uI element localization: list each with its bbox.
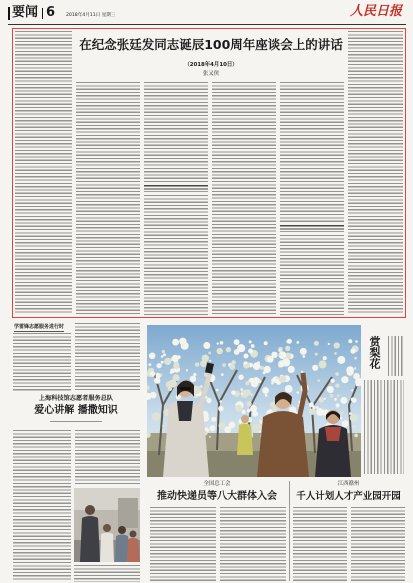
- blossom: [279, 354, 281, 356]
- blossom: [282, 358, 290, 366]
- blossom: [319, 360, 327, 368]
- photo-feature-title[interactable]: 赏梨花: [368, 336, 381, 369]
- blossom: [264, 366, 271, 373]
- blossom: [342, 420, 349, 427]
- blossom: [241, 388, 244, 391]
- blossom: [330, 379, 334, 383]
- blossom: [173, 374, 180, 381]
- blossom: [319, 397, 324, 402]
- blossom: [162, 424, 165, 427]
- blossom: [356, 384, 358, 386]
- blossom: [316, 406, 319, 409]
- blossom: [288, 366, 295, 373]
- blossom: [267, 356, 274, 363]
- blossom: [211, 417, 216, 422]
- header-rule: [8, 24, 406, 25]
- blossom: [327, 386, 334, 393]
- blossom: [209, 436, 211, 438]
- blossom: [242, 410, 246, 414]
- blossom: [186, 369, 188, 371]
- text-column: [13, 333, 71, 392]
- blossom: [217, 348, 223, 354]
- volunteer-story-title[interactable]: 爱心讲解 播撒知识: [34, 405, 118, 416]
- blossom: [301, 371, 303, 373]
- blossom: [231, 360, 235, 364]
- blossom: [272, 406, 278, 412]
- blossom: [156, 373, 160, 377]
- blossom: [220, 341, 224, 345]
- blossom: [245, 381, 249, 385]
- blossom: [219, 422, 226, 429]
- blossom: [302, 355, 305, 358]
- blossom: [271, 382, 274, 385]
- blossom: [279, 375, 286, 382]
- text-column: [75, 323, 140, 392]
- blossom: [334, 398, 337, 401]
- page-number: 6: [46, 5, 56, 20]
- blossom: [193, 373, 196, 376]
- blossom: [348, 339, 352, 343]
- byline-line: [50, 421, 102, 424]
- text-column: [351, 507, 405, 582]
- blossom: [249, 378, 254, 383]
- blossom: [334, 352, 337, 355]
- blossom: [210, 425, 216, 431]
- blossom: [231, 390, 235, 394]
- blossom: [354, 357, 357, 360]
- text-column: [150, 507, 216, 582]
- text-column: [15, 31, 72, 315]
- lead-article-author: 张又侠: [202, 71, 220, 77]
- blossom: [249, 340, 252, 343]
- blossom: [163, 353, 166, 356]
- blossom: [260, 366, 264, 370]
- blossom: [300, 348, 307, 355]
- blossom: [216, 389, 219, 392]
- blossom: [251, 393, 254, 396]
- blossom: [217, 342, 219, 344]
- text-column: [280, 235, 344, 315]
- blossom: [248, 349, 253, 354]
- blossom: [161, 355, 164, 358]
- blossom: [323, 356, 327, 360]
- pear-blossom-photo: [147, 325, 361, 477]
- blossom: [253, 362, 261, 370]
- blossom: [349, 412, 352, 415]
- header-accent-bar: [8, 7, 10, 20]
- blossom: [221, 373, 224, 376]
- blossom: [220, 400, 223, 403]
- blossom: [179, 338, 186, 345]
- photo-caption-lines: [364, 380, 404, 474]
- blossom: [164, 358, 171, 365]
- blossom: [244, 361, 247, 364]
- blossom: [328, 343, 330, 345]
- blossom: [234, 349, 240, 355]
- blossom: [250, 405, 257, 412]
- blossom: [202, 355, 209, 362]
- text-column: [212, 82, 276, 315]
- blossom: [162, 350, 165, 353]
- blossom: [172, 355, 179, 362]
- header-divider: [42, 8, 43, 19]
- blossom: [245, 389, 251, 395]
- blossom: [149, 353, 156, 360]
- blossom: [350, 349, 355, 354]
- blossom: [278, 349, 281, 352]
- blossom: [314, 341, 319, 346]
- blossom: [150, 372, 153, 375]
- text-column: [13, 430, 71, 582]
- blossom: [309, 402, 314, 407]
- blossom: [355, 340, 358, 343]
- blossom: [276, 377, 279, 380]
- blossom: [297, 391, 300, 394]
- volunteer-photo: [74, 488, 140, 562]
- union-story-title[interactable]: 推动快递员等八大群体入会: [157, 491, 277, 502]
- blossom: [173, 363, 179, 369]
- blossom: [222, 363, 226, 367]
- talent-story-title[interactable]: 千人计划人才产业园开园: [296, 491, 401, 502]
- blossom: [172, 339, 179, 346]
- masthead-logo: 人民日报: [350, 4, 403, 19]
- blossom: [161, 361, 164, 364]
- blossom: [354, 367, 357, 370]
- blossom: [347, 369, 353, 375]
- blossom: [287, 339, 292, 344]
- blossom: [203, 342, 210, 349]
- blossom: [247, 409, 251, 413]
- blossom: [195, 362, 199, 366]
- blossom: [252, 411, 258, 417]
- blossom: [251, 344, 255, 348]
- text-column: [144, 82, 208, 182]
- text-column: [144, 195, 208, 315]
- blossom: [334, 342, 340, 348]
- blossom: [354, 434, 358, 438]
- talent-story-kicker: 江西赣州: [337, 481, 360, 487]
- blossom: [318, 379, 321, 382]
- blossom: [149, 363, 152, 366]
- section-name: 要闻: [12, 5, 39, 20]
- lead-article-dateline: （2018年4月10日）: [184, 62, 238, 68]
- blossom: [152, 412, 160, 420]
- blossom: [353, 425, 356, 428]
- blossom: [324, 398, 326, 400]
- blossom: [208, 352, 211, 355]
- blossom: [246, 401, 251, 406]
- blossom: [226, 347, 231, 352]
- blossom: [241, 393, 243, 395]
- blossom: [335, 384, 339, 388]
- blossom: [244, 354, 249, 359]
- subheading-lines: [144, 185, 208, 192]
- photo-caption-lines: [74, 565, 140, 582]
- issue-date: 2018年4月11日 星期三: [66, 13, 116, 18]
- blossom: [206, 398, 211, 403]
- blossom: [330, 394, 334, 398]
- blossom: [166, 381, 173, 388]
- blossom: [340, 417, 342, 419]
- blossom: [350, 414, 358, 422]
- blossom: [265, 394, 268, 397]
- text-column: [75, 430, 140, 486]
- series-tag: 学雷锋志愿服务进行时: [14, 324, 65, 330]
- blossom: [335, 372, 339, 376]
- volunteer-story-kicker: 上海科技馆志愿者服务总队: [38, 395, 114, 402]
- blossom: [312, 365, 318, 371]
- photo-caption-lines: [388, 336, 404, 376]
- blossom: [209, 360, 211, 362]
- blossom: [285, 385, 293, 393]
- blossom: [179, 397, 182, 400]
- blossom: [341, 376, 348, 383]
- text-column: [280, 82, 344, 222]
- blossom: [253, 424, 261, 432]
- blossom: [351, 389, 353, 391]
- text-column: [348, 31, 403, 315]
- blossom: [218, 406, 224, 412]
- blossom: [315, 353, 318, 356]
- blossom: [238, 346, 241, 349]
- blossom: [285, 346, 290, 351]
- blossom: [264, 341, 268, 345]
- union-story-kicker: 全国总工会: [203, 481, 231, 487]
- blossom: [337, 356, 345, 364]
- blossom: [190, 376, 196, 382]
- blossom: [235, 405, 242, 412]
- blossom: [262, 387, 269, 394]
- text-column: [293, 507, 347, 582]
- blossom: [296, 341, 299, 344]
- blossom: [309, 409, 315, 415]
- text-column: [220, 507, 286, 582]
- blossom: [238, 375, 243, 380]
- blossom: [229, 364, 235, 370]
- text-column: [76, 82, 140, 315]
- blossom: [234, 339, 240, 345]
- blossom: [340, 397, 347, 404]
- blossom: [316, 408, 324, 416]
- blossom: [336, 403, 340, 407]
- blossom: [157, 363, 162, 368]
- subheading-lines: [280, 225, 344, 232]
- blossom: [337, 394, 340, 397]
- lead-article-title[interactable]: 在纪念张廷发同志诞辰100周年座谈会上的讲话: [79, 37, 343, 52]
- blossom: [352, 398, 357, 403]
- column-divider: [289, 481, 290, 581]
- blossom: [229, 422, 236, 429]
- blossom: [340, 412, 343, 415]
